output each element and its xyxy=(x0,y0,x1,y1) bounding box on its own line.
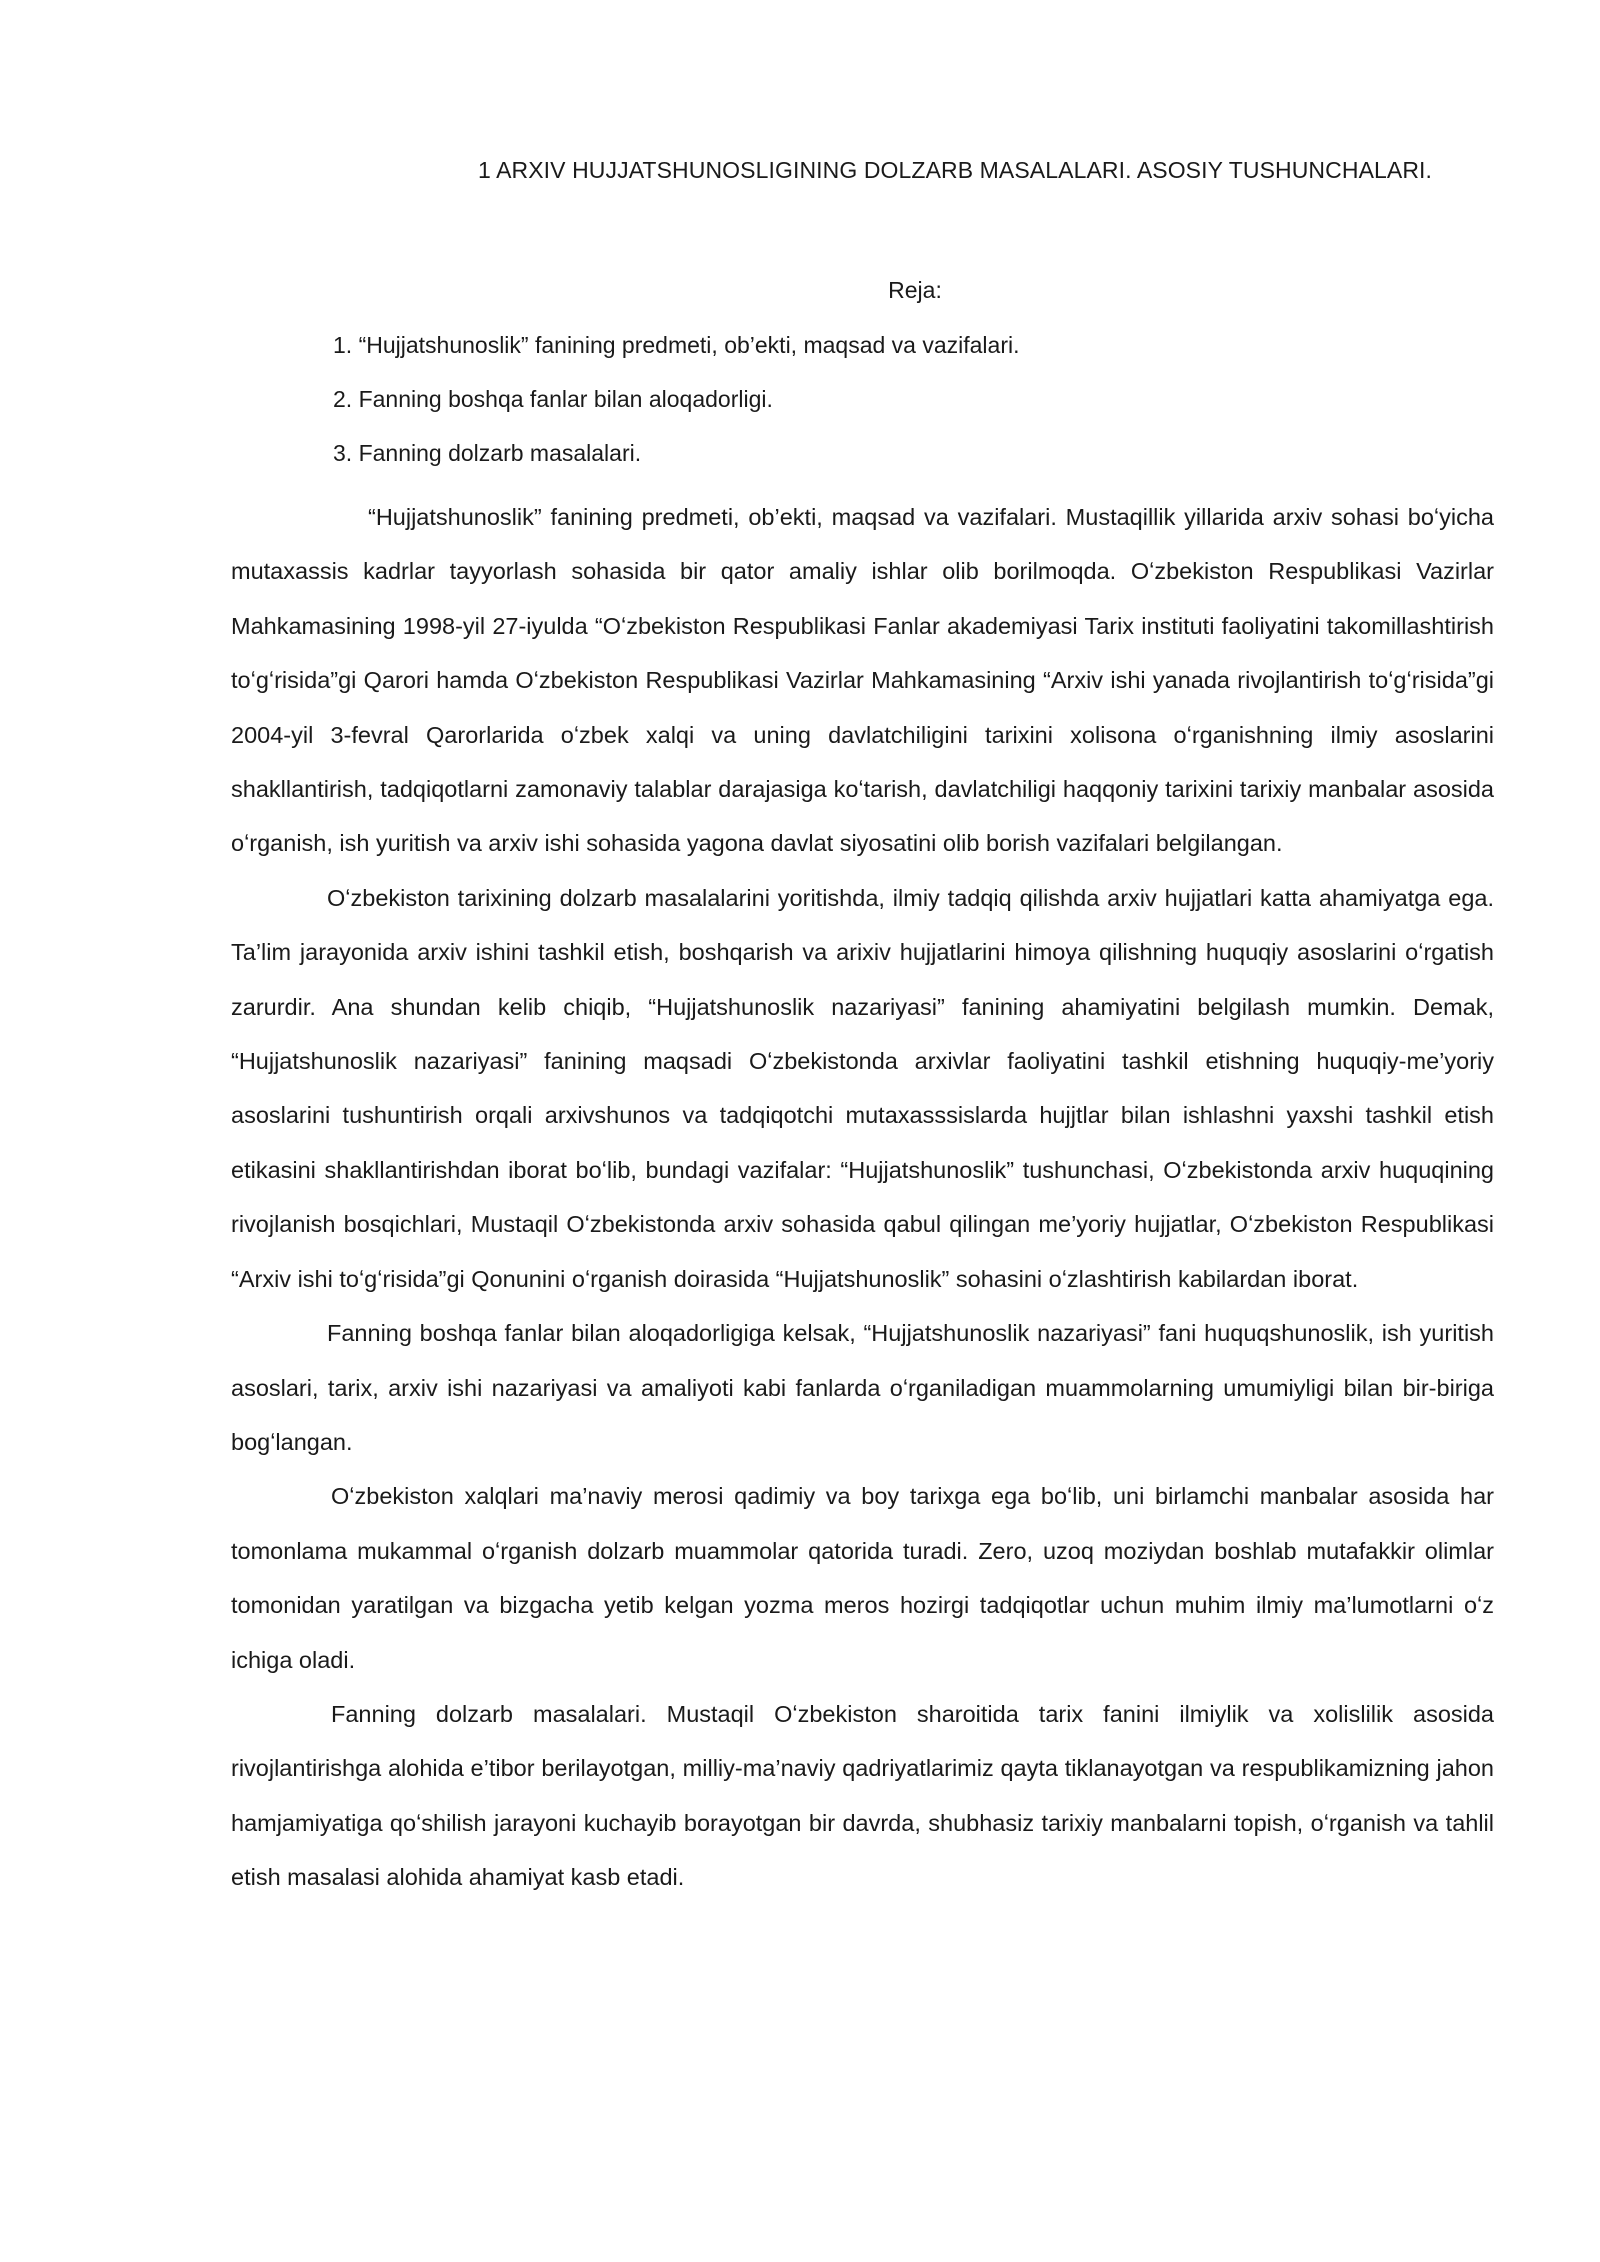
body-paragraph: “Hujjatshunoslik” fanining predmeti, ob’ekti, maqsad va vazifalari. Mustaqillik yillarida arxiv sohasi boʻyicha mutaxassis kadrlar tayyorlash sohasida bir qator amaliy ishlar olib borilmoqda. Oʻzbekiston Respublikasi Vazirlar Mahkamasining 1998-yil 27-iyulda “Oʻzbekiston Respublikasi Fanlar akademiyasi Tarix instituti faoliyatini takomillashtirish toʻgʻrisida”gi Qarori hamda Oʻzbekiston Respublikasi Vazirlar Mahkamasining “Arxiv ishi yanada rivojlantirish toʻgʻrisida”gi 2004-yil 3-fevral Qarorlarida oʻzbek xalqi va uning davlatchiligini tarixini xolisona oʻrganishning ilmiy asoslarini shakllantirish, tadqiqotlarni zamonaviy talablar darajasiga koʻtarish, davlatchiligi haqqoniy tarixini tarixiy manbalar asosida oʻrganish, ish yuritish va arxiv ishi sohasida yagona davlat siyosatini olib borish vazifalari belgilangan. xyxy=(231,504,1494,857)
plan-item: 3. Fanning dolzarb masalalari. xyxy=(333,440,642,466)
body-paragraph: Fanning boshqa fanlar bilan aloqadorligiga kelsak, “Hujjatshunoslik nazariyasi” fani huquqshunoslik, ish yuritish asoslari, tarix, arxiv ishi nazariyasi va amaliyoti kabi fanlarda oʻrganiladigan muammolarning umumiyligi bilan bir-biriga bogʻlangan. xyxy=(231,1320,1494,1455)
body-paragraph: Oʻzbekiston tarixining dolzarb masalalarini yoritishda, ilmiy tadqiq qilishda arxiv hujjatlari katta ahamiyatga ega. Ta’lim jarayonida arxiv ishini tashkil etish, boshqarish va arixiv hujjatlarini himoya qilishning huquqiy asoslarini oʻrgatish zarurdir. Ana shundan kelib chiqib, “Hujjatshunoslik nazariyasi” fanining ahamiyatini belgilash mumkin. Demak, “Hujjatshunoslik nazariyasi” fanining maqsadi Oʻzbekistonda arxivlar faoliyatini tashkil etishning huquqiy-me’yoriy asoslarini tushuntirish orqali arxivshunos va tadqiqotchi mutaxasssislarda hujjtlar bilan ishlashni yaxshi tashkil etish etikasini shakllantirishdan iborat boʻlib, bundagi vazifalar: “Hujjatshunoslik” tushunchasi, Oʻzbekistonda arxiv huquqining rivojlanish bosqichlari, Mustaqil Oʻzbekistonda arxiv sohasida qabul qilingan me’yoriy hujjatlar, Oʻzbekiston Respublikasi “Arxiv ishi toʻgʻrisida”gi Qonunini oʻrganish doirasida “Hujjatshunoslik” sohasini oʻzlashtirish kabilardan iborat. xyxy=(231,884,1494,1292)
plan-item: 1. “Hujjatshunoslik” fanining predmeti, ob’ekti, maqsad va vazifalari. xyxy=(333,332,1020,358)
plan-item: 2. Fanning boshqa fanlar bilan aloqadorligi. xyxy=(333,386,773,412)
body-paragraph: Fanning dolzarb masalalari. Mustaqil Oʻzbekiston sharoitida tarix fanini ilmiylik va xolislilik asosida rivojlantirishga alohida e’tibor berilayotgan, milliy-ma’naviy qadriyatlarimiz qayta tiklanayotgan va respublikamizning jahon hamjamiyatiga qoʻshilish jarayoni kuchayib borayotgan bir davrda, shubhasiz tarixiy manbalarni topish, oʻrganish va tahlil etish masalasi alohida ahamiyat kasb etadi. xyxy=(231,1700,1494,1891)
document-body xyxy=(231,490,1494,1905)
document-title: 1 ARXIV HUJJATSHUNOSLIGINING DOLZARB MASALALARI. ASOSIY TUSHUNCHALARI. xyxy=(477,157,1433,183)
plan-heading: Reja: xyxy=(888,277,942,303)
body-paragraph: Oʻzbekiston xalqlari ma’naviy merosi qadimiy va boy tarixga ega boʻlib, uni birlamchi manbalar asosida har tomonlama mukammal oʻrganish dolzarb muammolar qatorida turadi. Zero, uzoq moziydan boshlab mutafakkir olimlar tomonidan yaratilgan va bizgacha yetib kelgan yozma meros hozirgi tadqiqotlar uchun muhim ilmiy ma’lumotlarni oʻz ichiga oladi. xyxy=(231,1483,1494,1673)
plan-list xyxy=(333,329,1020,491)
